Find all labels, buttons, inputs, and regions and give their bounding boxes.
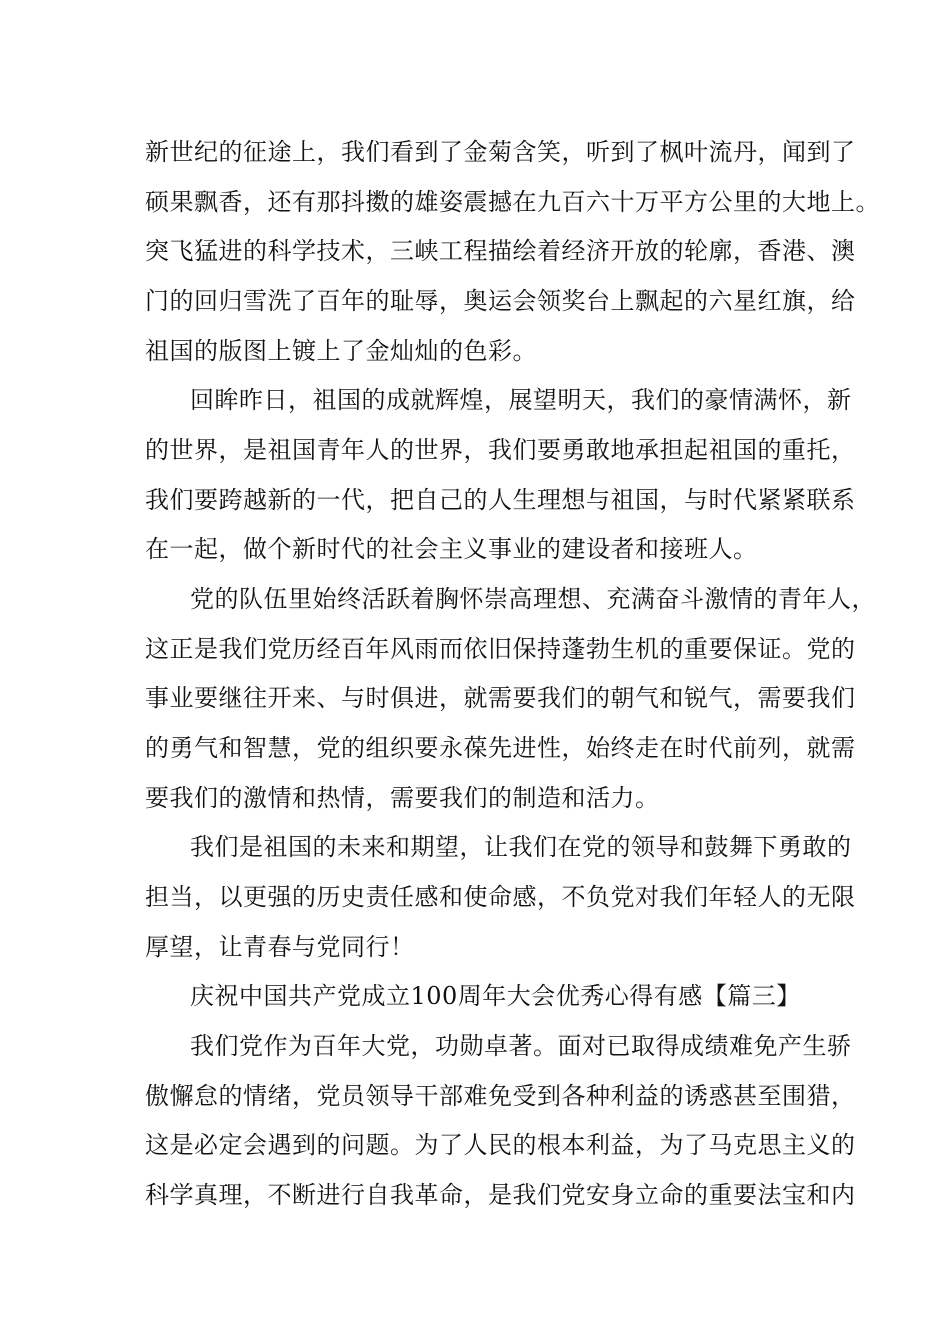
text-line: 傲懈怠的情绪，党员领导干部难免受到各种利益的诱惑甚至围猎， <box>145 1082 856 1110</box>
text-line: 在一起，做个新时代的社会主义事业的建设者和接班人。 <box>145 535 758 563</box>
text-line: 突飞猛进的科学技术，三峡工程描绘着经济开放的轮廓，香港、澳 <box>145 237 856 265</box>
text-line: 硕果飘香，还有那抖擞的雄姿震撼在九百六十万平方公里的大地上。 <box>145 188 880 216</box>
text-line: 事业要继往开来、与时俱进，就需要我们的朝气和锐气，需要我们 <box>145 684 856 712</box>
paragraph-first-line: 党的队伍里始终活跃着胸怀崇高理想、充满奋斗激情的青年人， <box>190 585 876 613</box>
text-line: 祖国的版图上镀上了金灿灿的色彩。 <box>145 337 537 365</box>
paragraph-first-line: 我们党作为百年大党，功勋卓著。面对已取得成绩难免产生骄 <box>190 1032 852 1060</box>
text-line: 这是必定会遇到的问题。为了人民的根本利益，为了马克思主义的 <box>145 1131 856 1159</box>
text-line: 担当，以更强的历史责任感和使命感，不负党对我们年轻人的无限 <box>145 883 856 911</box>
paragraph-first-line: 回眸昨日，祖国的成就辉煌，展望明天，我们的豪情满怀，新 <box>190 386 852 414</box>
text-line: 的世界，是祖国青年人的世界，我们要勇敢地承担起祖国的重托， <box>145 436 856 464</box>
text-line: 这正是我们党历经百年风雨而依旧保持蓬勃生机的重要保证。党的 <box>145 635 856 663</box>
text-line: 要我们的激情和热情，需要我们的制造和活力。 <box>145 784 660 812</box>
section-heading: 庆祝中国共产党成立100周年大会优秀心得有感【篇三】 <box>190 982 801 1010</box>
paragraph-first-line: 我们是祖国的未来和期望，让我们在党的领导和鼓舞下勇敢的 <box>190 833 852 861</box>
text-line: 门的回归雪洗了百年的耻辱，奥运会领奖台上飘起的六星红旗，给 <box>145 287 856 315</box>
text-line: 新世纪的征途上，我们看到了金菊含笑，听到了枫叶流丹，闻到了 <box>145 138 856 166</box>
text-line: 的勇气和智慧，党的组织要永葆先进性，始终走在时代前列，就需 <box>145 734 856 762</box>
text-line: 科学真理，不断进行自我革命，是我们党安身立命的重要法宝和内 <box>145 1181 856 1209</box>
text-line: 我们要跨越新的一代，把自己的人生理想与祖国，与时代紧紧联系 <box>145 486 856 514</box>
text-line: 厚望，让青春与党同行！ <box>145 933 415 961</box>
